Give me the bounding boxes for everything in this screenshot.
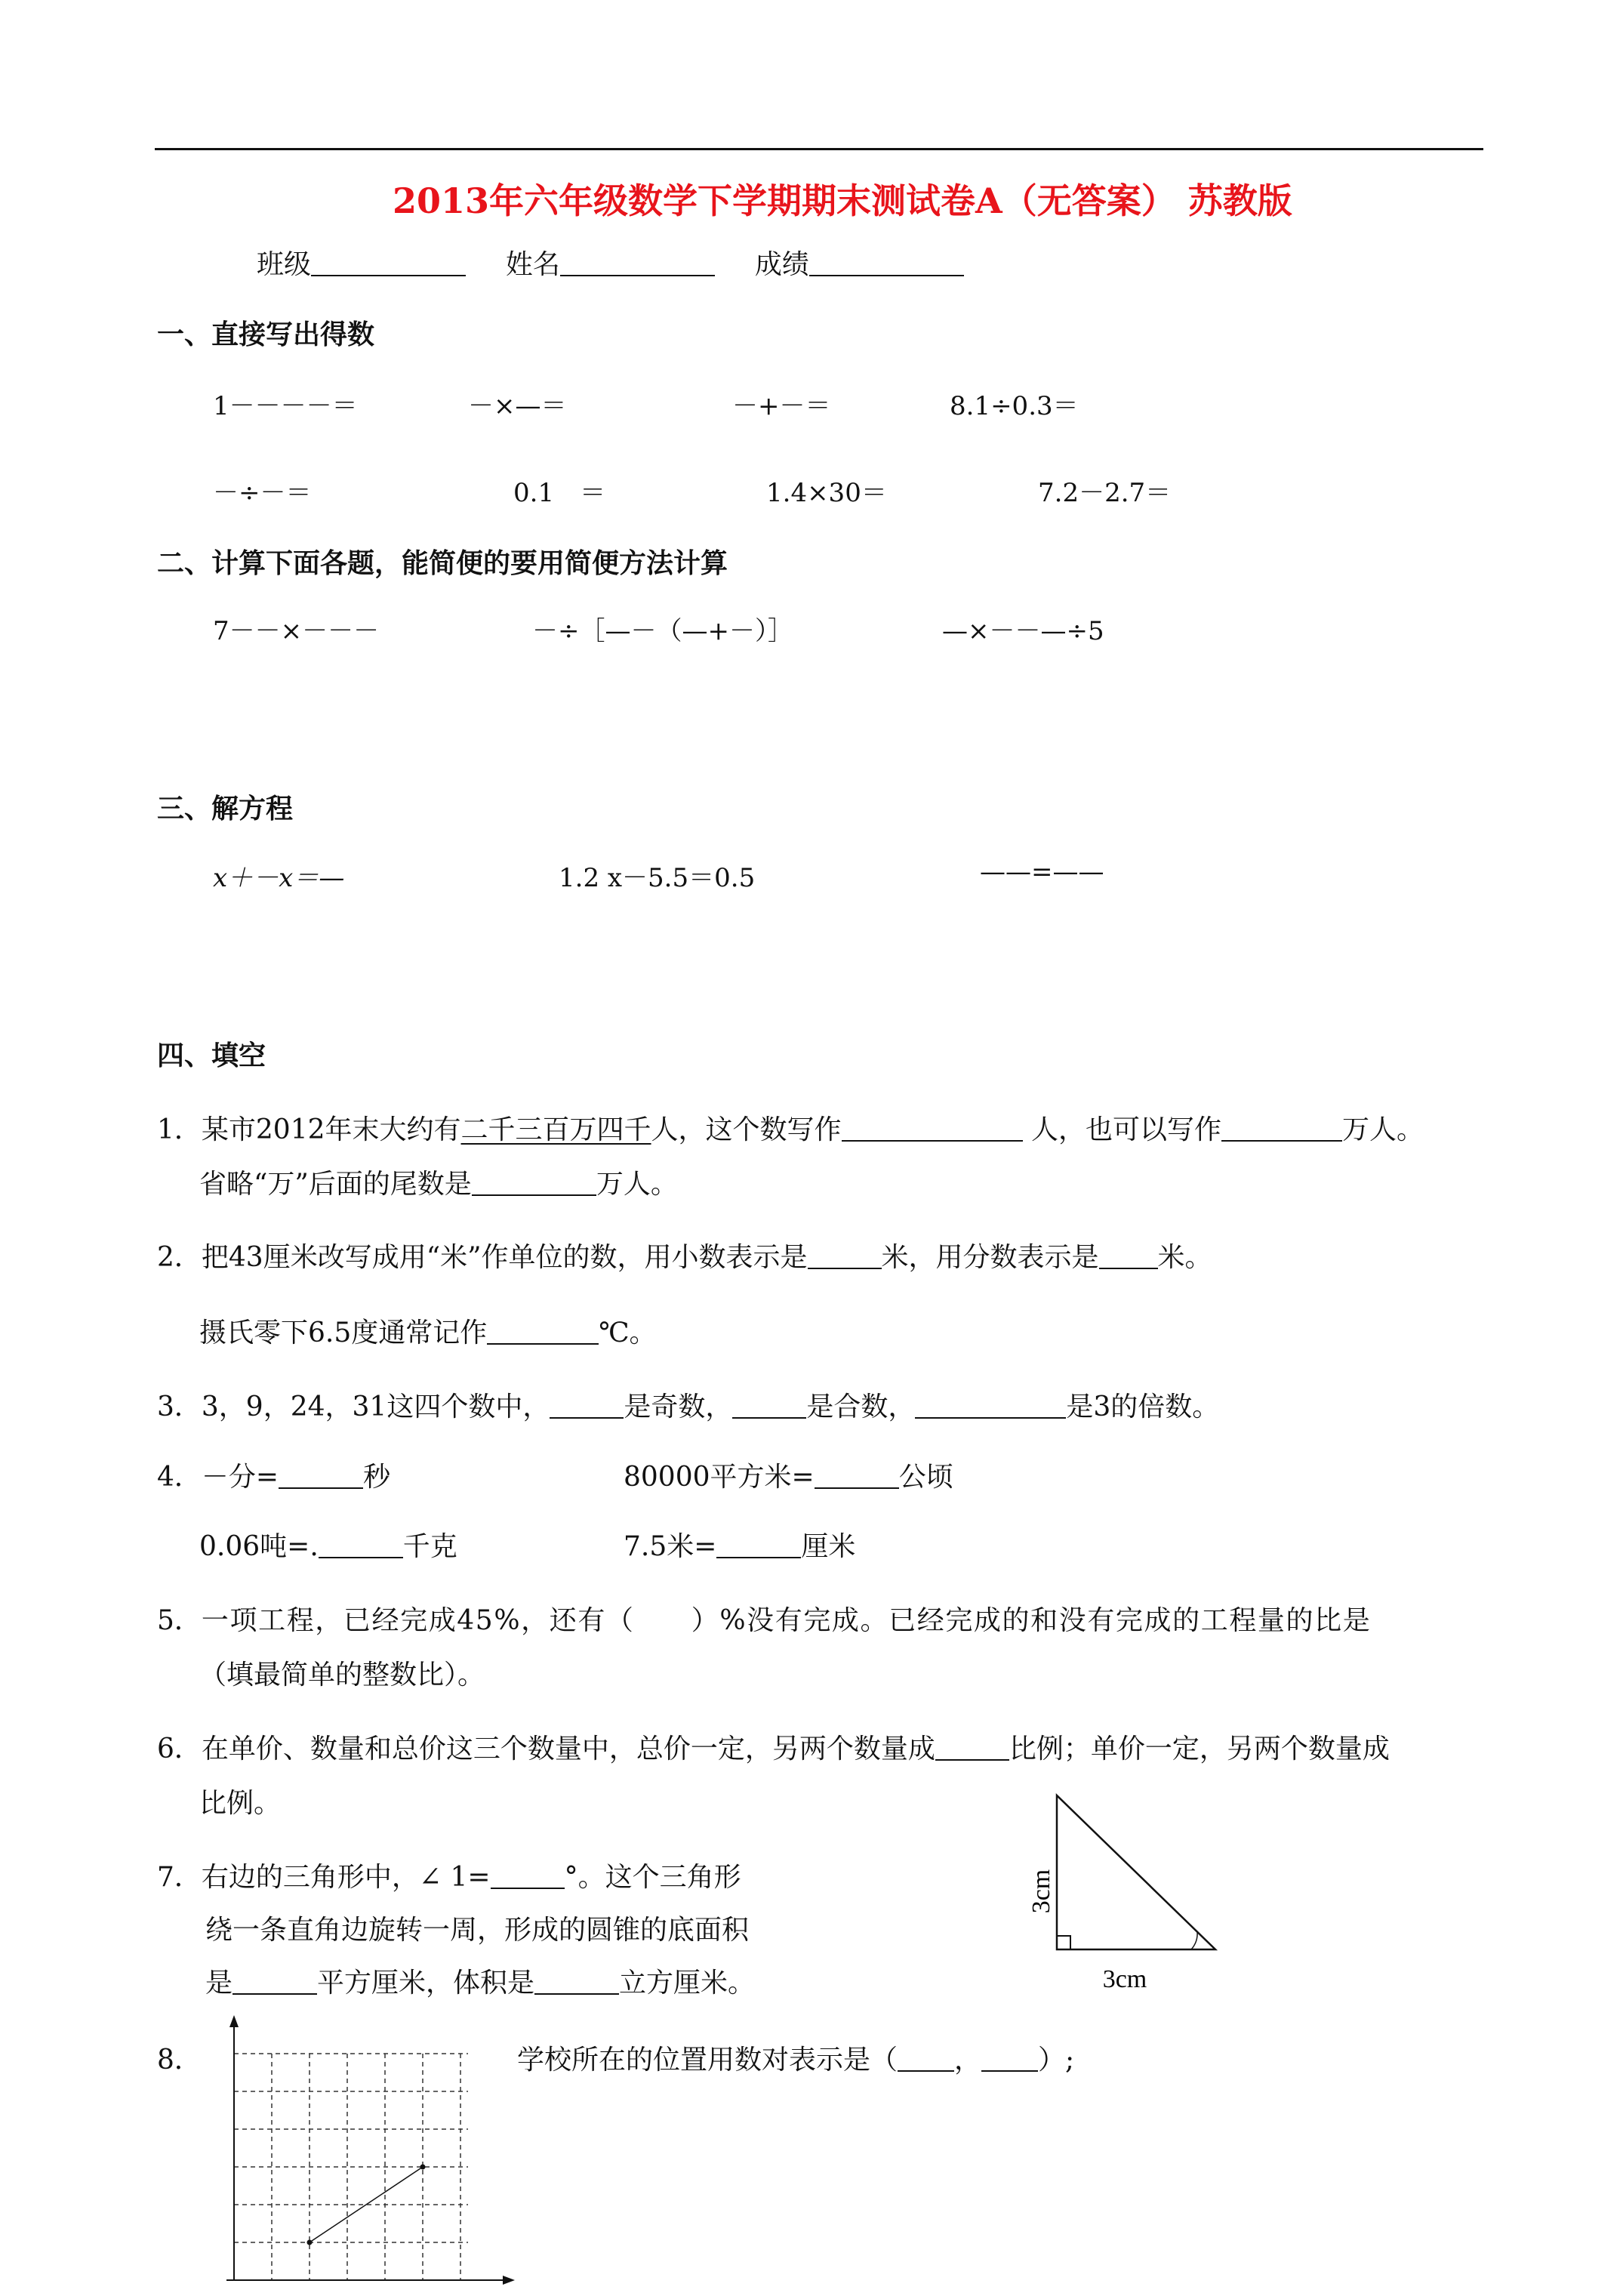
q4-text-c2: 千克 bbox=[402, 1531, 457, 1562]
q4-line-2b bbox=[624, 1525, 855, 1564]
q4-blank-3[interactable] bbox=[319, 1530, 403, 1558]
s1-item-5: －÷－＝ bbox=[213, 478, 312, 508]
q5-line-1 bbox=[157, 1599, 1371, 1638]
q4-line-2a bbox=[199, 1525, 457, 1564]
q7-text-d: 平方厘米，体积是 bbox=[317, 1968, 535, 1999]
q4-blank-2[interactable] bbox=[815, 1460, 899, 1489]
q4-blank-4[interactable] bbox=[716, 1530, 801, 1558]
q1-number: 1． bbox=[157, 1114, 202, 1145]
s3-item-3: ——=—— bbox=[980, 857, 1104, 887]
q1-text-c: 人，也可以写作 bbox=[1022, 1114, 1222, 1145]
s1-item-2: －×—＝ bbox=[468, 391, 567, 421]
q7-line-1 bbox=[157, 1856, 741, 1894]
q6-blank-1[interactable] bbox=[935, 1732, 1009, 1761]
q7-text-c: 是 bbox=[205, 1968, 233, 1999]
right-triangle-figure bbox=[1027, 1789, 1230, 2001]
q8-blank-2[interactable] bbox=[981, 2043, 1038, 2072]
s3-item-1: x＋－x＝— bbox=[213, 863, 345, 893]
q1-blank-1[interactable] bbox=[842, 1113, 1023, 1142]
q8-blank-1[interactable] bbox=[898, 2043, 954, 2072]
q2-text-b: 米，用分数表示是 bbox=[881, 1242, 1099, 1273]
q4-text-d2: 厘米 bbox=[801, 1531, 856, 1562]
s1-item-8: 7.2－2.7＝ bbox=[1038, 478, 1172, 508]
q2-blank-3[interactable] bbox=[487, 1316, 599, 1345]
q3-text-d: 是3的倍数。 bbox=[1066, 1391, 1220, 1422]
q2-number: 2． bbox=[157, 1242, 202, 1273]
q4-number: 4． bbox=[157, 1462, 202, 1493]
q4-text-b2: 公顷 bbox=[898, 1462, 953, 1493]
q6-text-b: 比例；单价一定，另两个数量成 bbox=[1009, 1734, 1390, 1764]
q1-text-d: 万人。 bbox=[1342, 1114, 1424, 1145]
q4-text-a2: 秒 bbox=[363, 1462, 391, 1493]
q3-blank-3[interactable] bbox=[915, 1390, 1066, 1419]
q7-text-b: °。这个三角形 bbox=[564, 1862, 741, 1893]
q3-number: 3． bbox=[157, 1391, 202, 1422]
y-axis-arrow bbox=[229, 2015, 239, 2027]
page-title: 2013年六年级数学下学期期末测试卷A（无答案） 苏教版 bbox=[393, 180, 1292, 221]
q7-number: 7． bbox=[157, 1862, 202, 1893]
s2-item-3: —×－－—÷5 bbox=[942, 616, 1104, 646]
q7-line-2: 绕一条直角边旋转一周，形成的圆锥的底面积 bbox=[205, 1915, 750, 1946]
q8-line bbox=[517, 2039, 1074, 2077]
q7-blank-3[interactable] bbox=[534, 1966, 619, 1995]
q4-text-b1: 80000平方米= bbox=[624, 1462, 815, 1493]
top-rule bbox=[155, 148, 1483, 150]
q2-line-1 bbox=[157, 1236, 1212, 1274]
q2-text-d: 摄氏零下6.5度通常记作 bbox=[199, 1318, 488, 1348]
s3-item-2: 1.2 x－5.5＝0.5 bbox=[559, 863, 756, 893]
q4-text-a1: －分= bbox=[201, 1462, 279, 1493]
section-1-heading: 一、直接写出得数 bbox=[157, 319, 375, 350]
section-4-heading: 四、填空 bbox=[157, 1040, 266, 1071]
point-start bbox=[307, 2240, 313, 2245]
grid-lines bbox=[234, 2054, 468, 2280]
q1-line-1 bbox=[157, 1108, 1424, 1147]
q7-blank-2[interactable] bbox=[233, 1966, 317, 1995]
q3-blank-1[interactable] bbox=[550, 1390, 624, 1419]
q1-text-f: 万人。 bbox=[596, 1169, 678, 1200]
q7-blank-1[interactable] bbox=[491, 1860, 565, 1889]
q6-line-2: 比例。 bbox=[199, 1788, 282, 1819]
q1-underlined-number: 二千三百万四千 bbox=[460, 1114, 651, 1145]
student-info-row bbox=[257, 243, 964, 282]
q7-text-a: 右边的三角形中，∠ 1= bbox=[201, 1862, 491, 1893]
q4-text-c1: 0.06吨=. bbox=[199, 1531, 319, 1562]
s2-item-2: －÷［—－（—+－）］ bbox=[532, 616, 793, 646]
q1-text-e: 省略“万”后面的尾数是 bbox=[199, 1169, 472, 1200]
q7-text-e: 立方厘米。 bbox=[619, 1968, 756, 1999]
q6-text-a: 在单价、数量和总价这三个数量中，总价一定，另两个数量成 bbox=[201, 1734, 935, 1764]
vertical-side-label: 3cm bbox=[1027, 1869, 1055, 1914]
class-blank[interactable] bbox=[311, 248, 466, 276]
right-angle-marker bbox=[1057, 1936, 1070, 1949]
q6-number: 6． bbox=[157, 1734, 202, 1764]
q3-blank-2[interactable] bbox=[732, 1390, 806, 1419]
q8-number: 8． bbox=[157, 2045, 202, 2076]
q5-line-2: （填最简单的整数比）。 bbox=[199, 1660, 485, 1690]
triangle-outline bbox=[1057, 1795, 1215, 1949]
q4-text-d1: 7.5米= bbox=[624, 1531, 717, 1562]
q4-line-1b bbox=[624, 1456, 953, 1494]
q1-text-a: 某市2012年末大约有 bbox=[201, 1114, 461, 1145]
q1-line-2 bbox=[199, 1163, 678, 1201]
point-end bbox=[420, 2165, 426, 2170]
section-3-heading: 三、解方程 bbox=[157, 793, 294, 824]
score-label: 成绩 bbox=[754, 249, 809, 280]
q6-line-1 bbox=[157, 1727, 1390, 1766]
q2-blank-1[interactable] bbox=[808, 1240, 882, 1269]
s1-item-3: －+－＝ bbox=[732, 391, 831, 421]
q7-line-3 bbox=[205, 1962, 755, 2000]
s2-item-1: 7－－×－－－ bbox=[213, 616, 380, 646]
q8-text-a: 学校所在的位置用数对表示是（ bbox=[517, 2045, 898, 2076]
q2-text-c: 米。 bbox=[1157, 1242, 1212, 1273]
q5-number: 5． bbox=[157, 1605, 202, 1636]
q8-text-c: ）; bbox=[1038, 2045, 1075, 2076]
s1-item-4: 8.1÷0.3＝ bbox=[950, 391, 1079, 421]
q2-text-e: ℃。 bbox=[599, 1318, 657, 1348]
name-blank[interactable] bbox=[560, 248, 715, 276]
q1-blank-2[interactable] bbox=[1221, 1113, 1342, 1142]
q8-text-b: ， bbox=[954, 2045, 982, 2076]
class-label: 班级 bbox=[257, 249, 312, 280]
score-blank[interactable] bbox=[809, 248, 964, 276]
q2-blank-2[interactable] bbox=[1099, 1240, 1158, 1269]
q4-blank-1[interactable] bbox=[279, 1460, 363, 1489]
name-label: 姓名 bbox=[505, 249, 560, 280]
q5-text: 一项工程，已经完成45%，还有（ ）%没有完成。已经完成的和没有完成的工程量的比是 bbox=[201, 1605, 1372, 1636]
section-2-heading: 二、计算下面各题，能简便的要用简便方法计算 bbox=[157, 547, 728, 579]
horizontal-side-label: 3cm bbox=[1102, 1965, 1147, 1993]
q3-text-a: 3，9，24，31这四个数中， bbox=[201, 1391, 550, 1422]
q1-blank-3[interactable] bbox=[472, 1167, 596, 1196]
q3-text-c: 是合数， bbox=[806, 1391, 916, 1422]
angle-1-arc bbox=[1191, 1931, 1197, 1949]
q1-text-b: 人，这个数写作 bbox=[651, 1114, 842, 1145]
q3-line bbox=[157, 1385, 1219, 1424]
q4-line-1a bbox=[157, 1456, 390, 1494]
coordinate-grid-figure bbox=[219, 2012, 521, 2296]
q3-text-b: 是奇数， bbox=[624, 1391, 733, 1422]
q2-text-a: 把43厘米改写成用“米”作单位的数，用小数表示是 bbox=[201, 1242, 808, 1273]
s1-item-7: 1.4×30＝ bbox=[766, 478, 887, 508]
x-axis-arrow bbox=[503, 2276, 515, 2285]
s1-item-6: 0.1 ＝ bbox=[513, 478, 606, 508]
q2-line-2 bbox=[199, 1311, 657, 1350]
s1-item-1: 1－－－－＝ bbox=[213, 391, 358, 421]
